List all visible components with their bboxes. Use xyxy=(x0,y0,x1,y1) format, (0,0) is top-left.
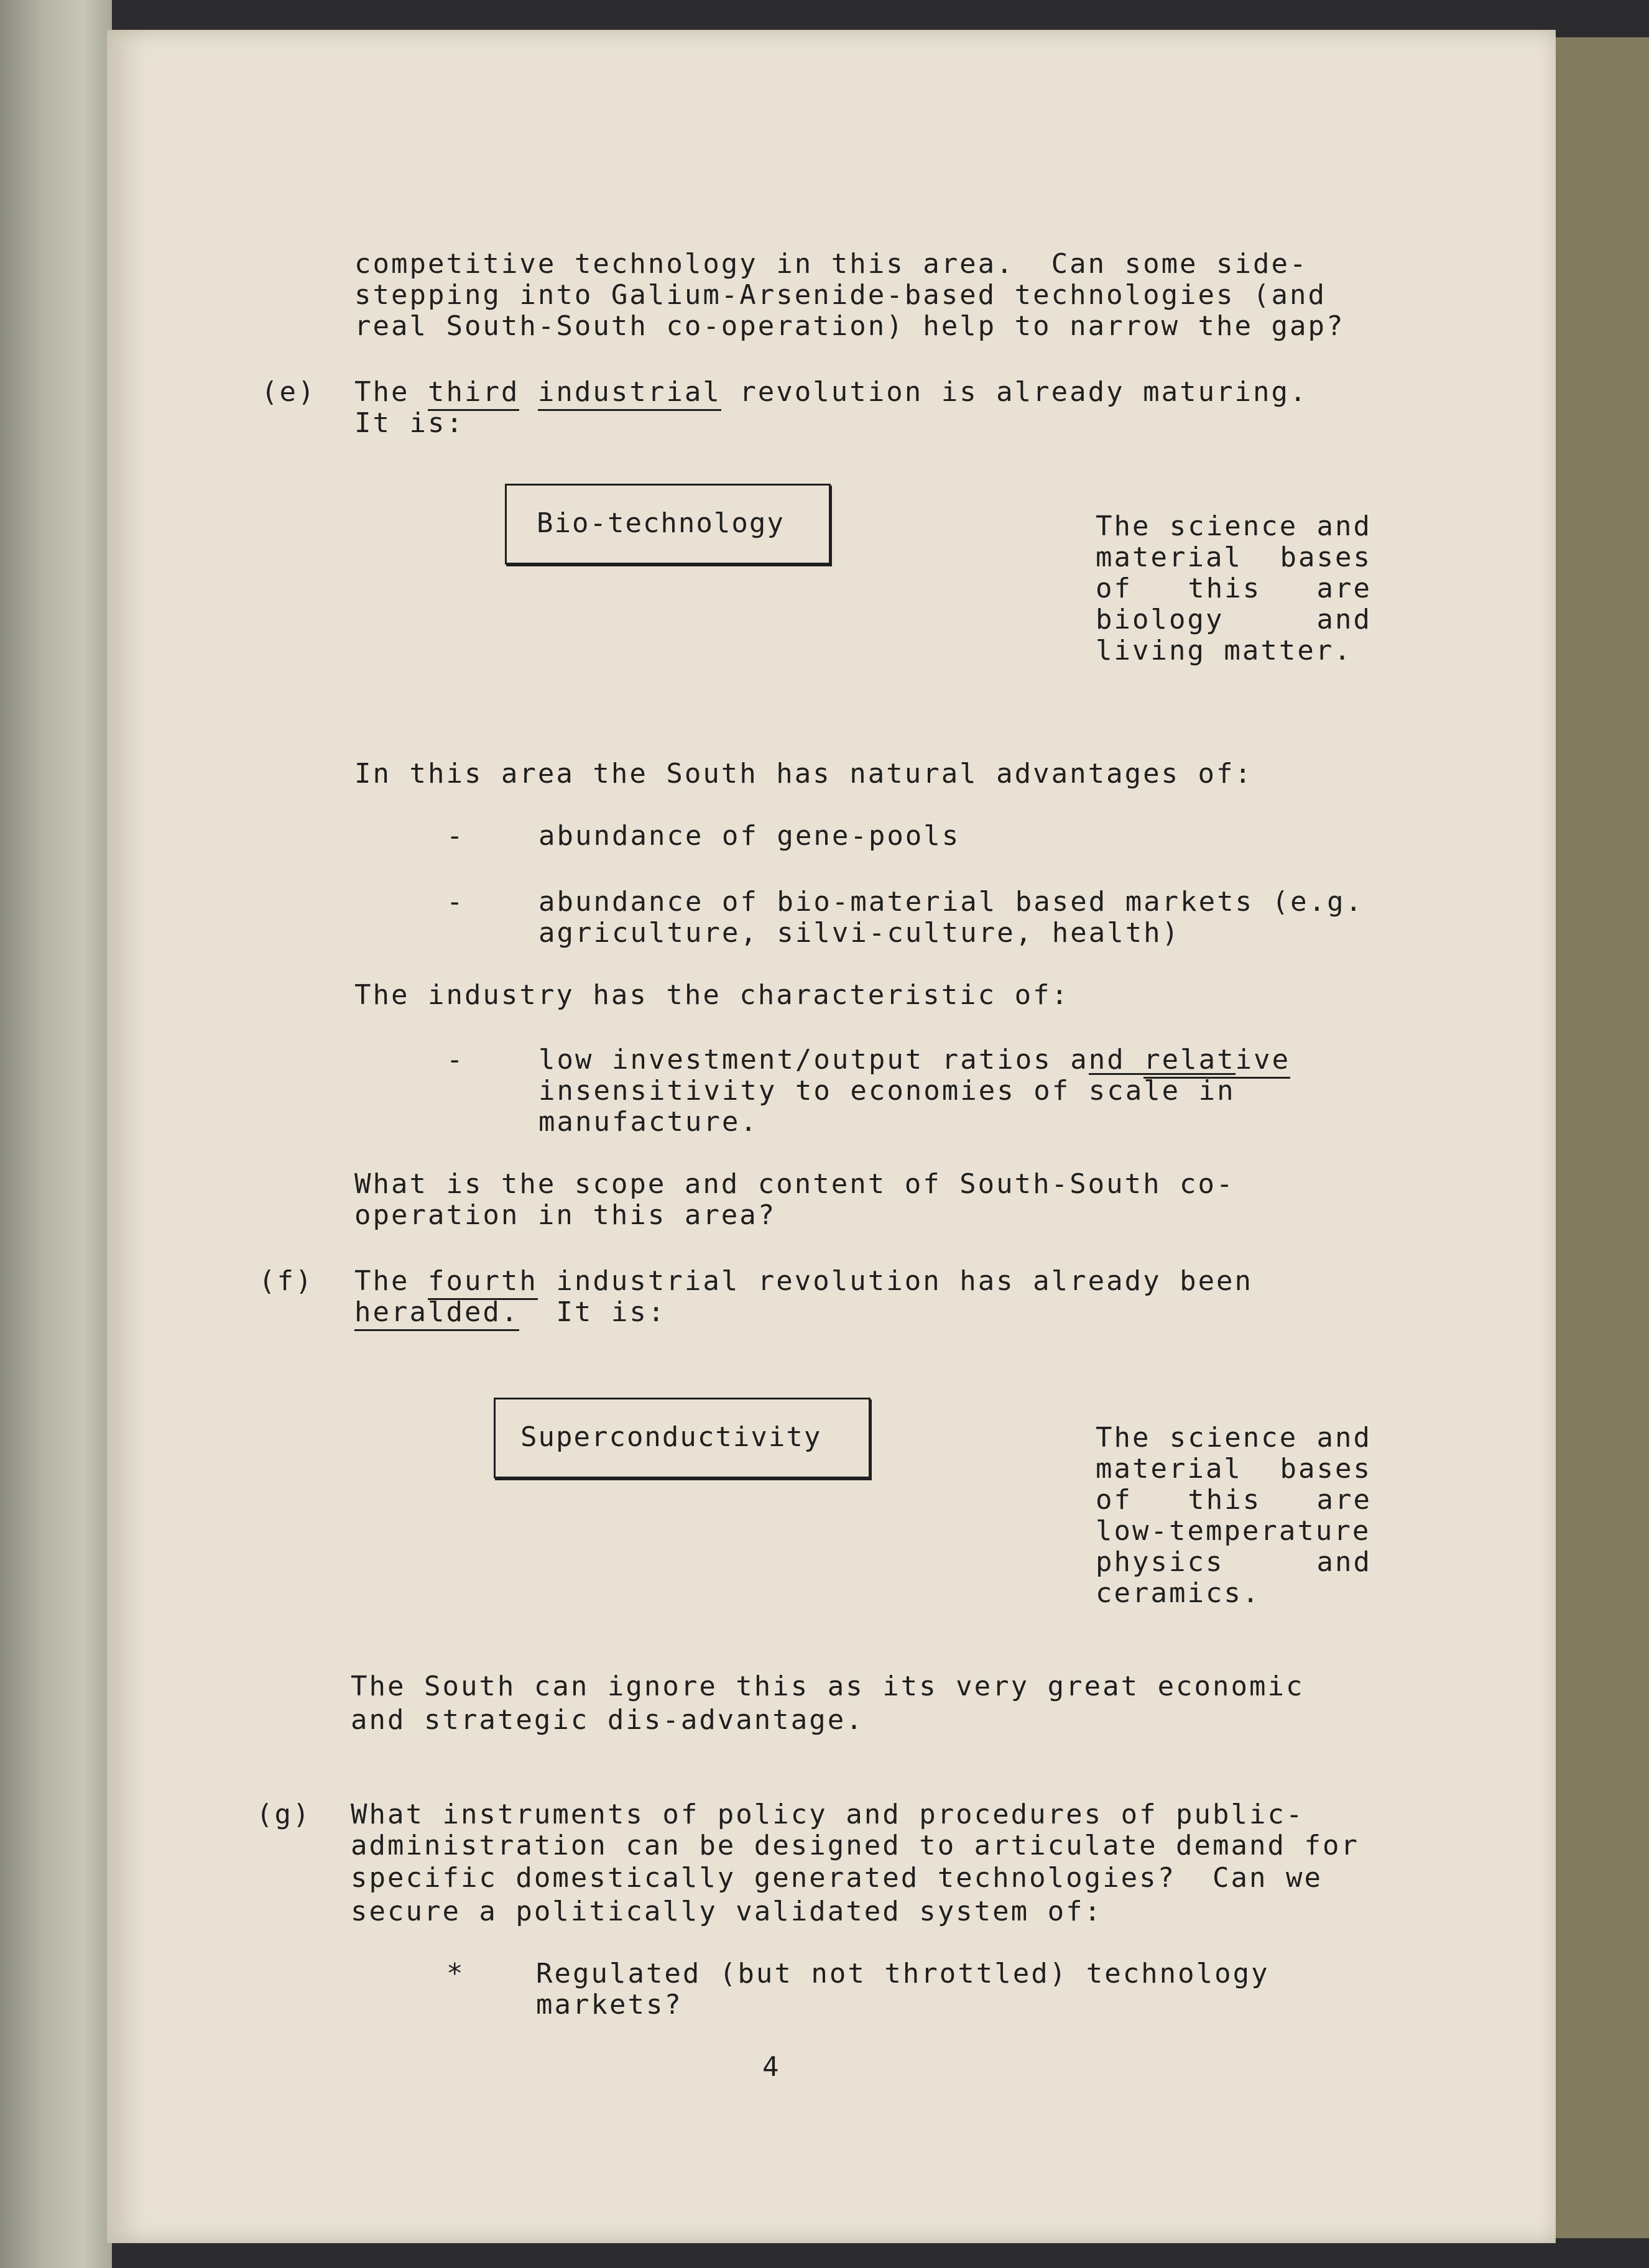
facing-page-edge xyxy=(0,0,112,2268)
conclusion-line-2: and strategic dis-advantage. xyxy=(351,1704,864,1736)
item-f-label: (f) xyxy=(259,1265,314,1297)
super-side-line-2: material bases xyxy=(1096,1453,1372,1485)
page-number: 4 xyxy=(762,2051,781,2083)
adv2-dash: - xyxy=(446,886,465,918)
intro-line-1: competitive technology in this area. Can some side- xyxy=(354,248,1308,280)
underlined-third: third xyxy=(428,376,519,411)
underlined-fourth: fourth xyxy=(428,1265,538,1300)
superconductivity-label: Superconductivity xyxy=(520,1421,822,1453)
item-g-line-4: secure a politically validated system of: xyxy=(351,1896,1103,1927)
characteristic-line-1: low investment/output ratios and relative xyxy=(538,1044,1290,1076)
item-g-line-3: specific domestically generated technologies? Can we xyxy=(351,1862,1323,1894)
super-side-line-3: of this are xyxy=(1096,1484,1372,1516)
overlined-scale-in: scale in xyxy=(1089,1073,1236,1107)
bio-side-line-5: living matter. xyxy=(1096,635,1352,666)
underlined-heralded: heralded. xyxy=(354,1296,519,1331)
question-line-1: What is the scope and content of South-South co- xyxy=(354,1168,1235,1200)
bio-technology-label: Bio-technology xyxy=(537,507,785,539)
intro-line-3: real South-South co-operation) help to narrow the gap? xyxy=(354,310,1345,342)
industry-intro: The industry has the characteristic of: xyxy=(354,979,1070,1011)
bullet-star: * xyxy=(446,1958,465,1989)
underlined-relative: relative xyxy=(1143,1044,1290,1079)
bullet-line-2: markets? xyxy=(536,1989,683,2021)
characteristic-line-3: manufacture. xyxy=(538,1106,759,1138)
item-e-label: (e) xyxy=(261,376,316,408)
bio-side-line-2: material bases xyxy=(1096,542,1372,573)
adv1-dash: - xyxy=(446,820,465,852)
advantages-intro: In this area the South has natural advantages of: xyxy=(354,758,1254,790)
bio-side-line-4: biology and xyxy=(1096,604,1372,635)
super-side-line-4: low-temperature xyxy=(1096,1515,1371,1547)
bio-technology-box xyxy=(505,484,831,565)
bullet-line-1: Regulated (but not throttled) technology xyxy=(536,1958,1270,1989)
underlined-industrial: industrial xyxy=(538,376,721,411)
super-side-line-5: physics and xyxy=(1096,1546,1372,1578)
item-e-line-2: It is: xyxy=(354,407,464,439)
bio-side-line-1: The science and xyxy=(1096,510,1372,542)
super-side-line-1: The science and xyxy=(1096,1422,1372,1454)
superconductivity-box xyxy=(494,1398,871,1478)
advantage-2-line-1: abundance of bio-material based markets (e.g. xyxy=(538,886,1364,918)
item-g-label: (g) xyxy=(256,1799,312,1830)
item-f-line-1: The fourth industrial revolution has already been xyxy=(354,1266,1253,1297)
document-page xyxy=(107,30,1556,2243)
bio-side-line-3: of this are xyxy=(1096,573,1372,604)
question-line-2: operation in this area? xyxy=(354,1199,777,1231)
item-g-line-2: administration can be designed to articulate demand for xyxy=(351,1830,1359,1861)
super-side-line-6: ceramics. xyxy=(1096,1577,1261,1609)
item-f-line-2: heralded. It is: xyxy=(354,1297,666,1328)
characteristic-line-2: insensitivity to economies of scale in xyxy=(538,1076,1236,1107)
intro-line-2: stepping into Galium-Arsenide-based technologies (and xyxy=(354,279,1326,311)
item-g-line-1: What instruments of policy and procedures of public- xyxy=(351,1799,1305,1830)
conclusion-line-1: The South can ignore this as its very great economic xyxy=(351,1671,1305,1702)
char-dash: - xyxy=(446,1044,465,1076)
advantage-1: abundance of gene-pools xyxy=(538,820,961,852)
item-e-line-1: The third industrial revolution is already maturing. xyxy=(354,377,1308,408)
advantage-2-line-2: agriculture, silvi-culture, health) xyxy=(538,917,1181,949)
